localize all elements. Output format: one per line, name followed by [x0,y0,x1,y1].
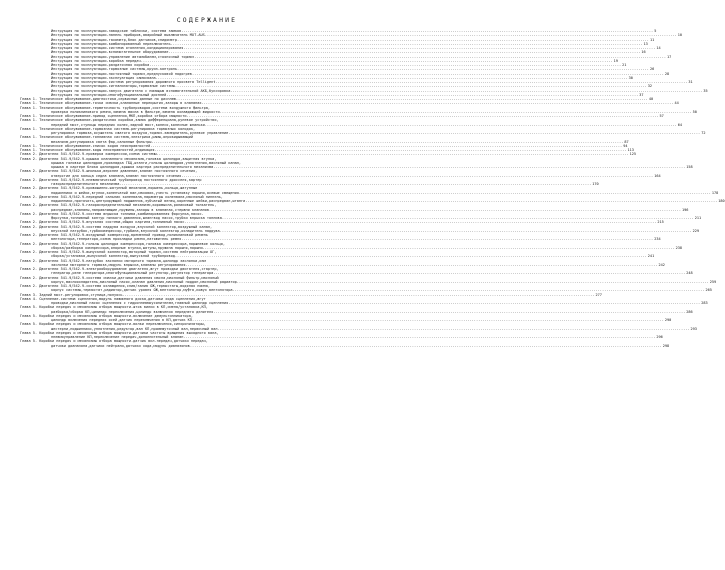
toc-leader-dots [239,191,711,195]
toc-page-number: 234 [654,237,661,242]
toc-page-number: 170 [592,182,599,186]
toc-entry-text: Глава 2. Двигатели 541.9/542.9-выпускной коллектор,моторный тормоз,система нейтрализации ОГ, [20,250,217,254]
toc-entry-text: Глава 1. Техническое обслуживание-точки смазки,клапанные перекрытия,зазоры в клапанах [20,101,202,106]
toc-page-number: 229 [692,228,700,233]
toc-entry-text: шестерни,подшипники,уплотнения,редуктор,вал КП,промежуточный вал,первичный вал [51,326,218,331]
toc-entry-text: Глава 1. Техническое обслуживание-раздаточная коробка,замок дифференциала,рулевое устройство, [20,118,219,123]
toc-entry-text: Глава 2. Двигатели 541.9/542.9-патрубок заслонки моторного тормоза,цилиндр заслонки,изм [20,258,206,263]
toc-page-number: 211 [694,216,702,220]
toc-page-number: 17 [667,54,672,59]
toc-entry-text: Глава 1. Техническое обслуживание-диагностика,сервисные данные по дисплею [20,97,176,101]
toc-page-number: 11 [649,37,655,42]
toc-entry-text: датчики диапазона,датчики нейтрали,датчики хода,модуль диапазонов [51,343,190,348]
toc-entry-text: Глава 1. Техническое обслуживание-коды неисправностей,индикация [20,148,155,152]
toc-page-number: 40 [648,97,654,101]
toc-entry-text: Глава 3. Задний мост-регулировки,ступица,полуось [20,292,123,297]
toc-entry-text: проводки,масляный насос сцепления с гидропневмоусилителем,главный цилиндр сцепления [51,301,229,305]
toc-entry-text: цилиндр включения передних осей,датчик переключения в КП,датчик КП [51,318,192,322]
toc-entry-text: Глава 5. Коробки передач и механизмы отбора мощности-датчик вкл.передач,датчики передач, [20,339,208,344]
toc-entry-text: Глава 2. Двигатели 541.9/542.9-система наддува воздуха,впускной коллектор,воздушный канал, [20,224,213,229]
toc-entry-text: Глава 2. Двигатели 541.9/542.9-крышка клапанного механизма,головка цилиндра,защитная втулка, [20,156,217,161]
toc-leader-dots [228,301,700,305]
toc-entry-text: Глава 5. Коробки передач и механизмы отбора мощности-шток вилки в КП,смена/установка,КП, [20,305,208,310]
toc-leader-dots [183,335,655,339]
toc-entry-text: форсунка,топливный контур низкого давления,шлангвод насос,трубки впрыска топлива [51,216,222,220]
toc-entry-text: Инструкция по эксплуатации-комбинированный переключатель [51,41,171,46]
toc-entry-text: Инструкция по эксплуатации-панель приборов,аварийный выключатель MOT-AUS [51,33,205,38]
toc-leader-dots [186,263,658,267]
toc-leader-dots [192,318,664,322]
toc-page-number: 277 [595,292,602,297]
toc-entry-text: крышка головки цилиндров,прокладка ГБЦ,штанги,гильзы цилиндров,уплотнения,масляный канал, [51,160,242,165]
toc-page-number: 10 [677,33,682,38]
toc-page-number: 215 [657,220,664,225]
toc-entry-text: пневмоуправление КП,переключение передач,дополнительный клапан [51,335,184,339]
toc-page-number: 21 [622,63,627,67]
toc-leader-dots [205,123,677,127]
toc-page-number: 94 [623,143,628,148]
toc-entry-text: заслонки моторного тормоза,модуль впрыска,клапаны регулирования [51,262,186,267]
toc-leader-dots [203,246,675,250]
toc-page-number: 113 [627,148,634,152]
toc-leader-dots [245,199,717,203]
toc-entry-text: подшипники,проточить,центрирующий подшипник,зубчатый венец,коренные шейки,распредвал,штанги [51,199,246,203]
toc-page-number: 265 [705,288,712,293]
toc-leader-dots [220,229,692,233]
toc-leader-dots [218,327,690,331]
toc-entry-text: Глава 2. Двигатели 541.9/542.9-система охлаждения,слив/залив ОЖ,термостаты,водяная помпа, [20,284,211,288]
toc-entry-text: Инструкция по эксплуатации-раздаточная коробка [51,63,150,67]
toc-page-number: 259 [709,279,717,284]
toc-entry-text: Инструкция по эксплуатации-постоянный тормоз,предпусковой подогрев [51,71,192,76]
toc-entry-text: подшипники и шейки,втулки,коленчатый вал,маховик,учесть установку поршня,осевые смещения [51,190,239,195]
toc-entry-text: корпус системы,термостат,радиатор,датчик уровня ОЖ,вентилятор,муфта,кожух вентилятора [51,288,233,293]
toc-page-number: 37 [639,92,644,97]
toc-entry-text: Глава 1. Техническое обслуживание-список кодов неисправностей [20,143,151,148]
toc-entry-text: Глава 2. Двигатели 541.9/542.9-пневматический трубопровод постоянного дросселя,картер [20,177,202,182]
toc-page-number: 242 [658,262,665,267]
toc-entry-text: Глава 2. Двигатели 541.9/542.9-кривошипно-шатунный механизм,поршень,кольца,шатунные [20,186,198,191]
toc-entry-text: Инструкция по эксплуатации-система отопления,кондиционирования [51,46,184,50]
toc-page-number: 26 [649,67,655,72]
toc-entry-text: Инструкция по эксплуатации-вспомогательное оборудование [51,50,169,55]
toc-leader-dots [175,254,647,258]
toc-page-number: 64 [677,122,682,127]
toc-entry-text: корпус,маслоохладитель,масляный насос,клапан давления,масляный поддон,масляный радиатор [51,279,237,284]
toc-entry-text: Глава 2. Двигатели 541.9/542.9-система впрыска топлива,комбинированная форсунка,насос- [20,211,204,216]
toc-leader-dots [228,131,700,135]
toc-page-number: 57 [659,114,664,118]
toc-entry-text: Глава 5. Коробки передач и механизмы отбора мощности-включение демультипликатора, [20,313,193,318]
toc-entry-text: отверстие для кольца седла клапана,клапан постоянного сечения [51,173,182,178]
toc-leader-dots [184,220,656,224]
toc-page-number: 180 [718,199,725,203]
toc-leader-dots [213,165,685,169]
toc-page-number: 164 [654,173,661,178]
toc-leader-dots [181,174,653,178]
toc-page-number: 31 [688,80,693,84]
toc-entry-text: Глава 2. Двигатели 541.9/542.9-воздушный компрессор,временной привод,поликлиновой ремень [20,233,208,237]
toc-entry-text: Глава 2. Двигатели 541.9/542.9-гильзы цилиндра компрессора,головка компрессора,поршневое кольцо, [20,241,225,246]
toc-entry-text: вентилятора,генератора,схема прокладки ремня,натяжитель ремня [51,237,182,242]
toc-entry-text: сборка/разборка компрессора,опорные втулки,шатуны,пружина поршня,поршни [51,245,203,250]
toc-entry-text: распредвал,клапаны,направляющие,пружины,зазоры в клапанах,стержни клапанов [51,207,210,212]
toc-leader-dots [202,101,674,105]
toc-page-number: 178 [711,190,719,195]
toc-entry-text: Глава 2. Двигатели 541.9/542.9-проверка компрессии,схема системы [20,152,157,157]
toc-entry-text: Глава 1. Техническое обслуживание-привод сцепления,МКП,коробка отбора мощности [20,114,187,118]
toc-page-number: 238 [675,245,682,250]
toc-entry-text: Инструкция по эксплуатации-управление автомобилем,стояночный тормоз [51,54,195,59]
toc-page-number: 32 [647,84,653,89]
table-of-contents [20,29,725,348]
toc-entry-text: Инструкция по эксплуатации-запуск двигателя с помощью вспомогательной АКБ,буксировка [51,88,231,93]
toc-entry-text: крышка в картере блока цилиндров,крышка картера распределительного механизма [51,165,214,169]
toc-entry-text: Инструкция по эксплуатации-эксплуатация самосвала [51,75,156,80]
toc-entry-text: генератор,реле генератора,многофункциональный регулятор,регулятор генератора [51,271,214,276]
toc-page-number: 241 [647,254,655,259]
toc-leader-dots [187,114,659,118]
toc-leader-dots [190,344,662,348]
page-title: СОДЕРЖАНИЕ [176,16,238,24]
toc-page-number: 72 [701,131,706,135]
toc-entry-text: впускной патрубок,турбокомпрессор,турбина,впускной коллектор,охладитель наддува [51,228,220,233]
toc-page-number: 14 [656,46,661,50]
toc-entry-text: Глава 1. Техническое обслуживание-тормозная система-регулировка тормозных колодок, [20,126,196,131]
toc-entry-text: сборка/установка,выпускной коллектор,выпускной трубопровод [51,254,175,259]
toc-entry-text: Глава 2. Двигатели 541.9/542.9-шпилька,верхнее давление,клапан постоянного сечения, [20,169,198,174]
toc-page-number: 19 [613,58,618,63]
toc-page-number: 293 [690,326,697,331]
toc-leader-dots [213,310,685,314]
toc-leader-dots [181,237,653,241]
toc-entry-text: Глава 1. Техническое обслуживание-герметичность трубопроводов,система воздушного фильтра, [20,105,211,110]
toc-entry-text: Глава 5. Коробки передач и механизмы отбора мощности-датчики частоты вращения выходного вала, [20,330,219,335]
toc-entry-text: проверка поликлинового ремня,замена масла в фильтре,замена охлаждающей жидкости [51,109,220,114]
toc-entry-text: Инструкция по эксплуатации-система регулирования дорожного просвета Telligent [51,80,216,84]
toc-entry-text: Глава 1. Техническое обслуживание-топливная система,электрика,рамы,опрокидывающий [20,135,193,140]
toc-page-number: 13 [643,41,648,46]
toc-entry-text: Инструкция по эксплуатации-тахометр,блок датчиков,спидометр [51,37,177,42]
toc-page-number: 16 [641,50,646,55]
toc-page-number: 196 [681,207,689,212]
toc-entry-text: регулировка тормоза,осушитель сжатого воздуха,тормоз-замедлитель,рулевое управление [51,131,229,135]
toc-entry-text: Глава 4. Сцепление-система сцепления,модуль нажимного диска,датчики хода сцепления,жгут [20,296,206,301]
toc-entry-text: Глава 2. Двигатели 541.9/542.9-система смазки,датчики давления масла,масляный фильтр,масляный [20,275,219,280]
toc-page-number: 298 [662,343,670,348]
toc-entry-text: Глава 2. Двигатели 541.9/542.9-газораспределительный механизм,коромысла,роликовый толкатель, [20,203,217,208]
toc-entry-text: Глава 5. Коробки передач и механизмы отбора мощности-вилки переключения,синхронизаторы, [20,322,206,327]
toc-page-number: 44 [674,101,679,106]
toc-entry-text: механизм,регулировка света фар,салонные фильтры [51,139,152,144]
toc-entry-text: Инструкция по эксплуатации-сигнализаторы,тормозные системы [51,84,175,89]
toc-entry-text: Глава 2. Двигатели 541.9/542.9-электрооборудование двигателя,жгут проводки двигателя,стартер, [20,267,219,271]
toc-page-number: 125 [629,152,637,157]
toc-entry-text: Инструкция по эксплуатации-заводские таблички, система замков [51,29,182,33]
toc-entry-continuation [20,343,670,348]
toc-entry-text: Инструкция по эксплуатации-тормозные системы,круиз-контроль [51,67,177,72]
toc-leader-dots [213,271,685,275]
toc-leader-dots [157,152,629,156]
toc-page-number: 50 [692,109,697,114]
toc-page-number: 283 [701,301,708,305]
toc-page-number: 286 [686,309,693,314]
toc-leader-dots [237,280,709,284]
toc-entry-text: Глава 2. Двигатели 541.9/542.9-впускная система,общая картина,топливный насос [20,220,185,225]
toc-page-number: 30 [628,75,633,80]
toc-entry-text: передний мост,ступицы передних колес,задний мост,колесо,колесные шпильки [51,122,205,127]
toc-entry-text: газораспределительного механизма [51,182,120,186]
toc-page-number: 87 [624,139,629,144]
toc-entry-text: Глава 2. Двигатели 541.9/542.9-передний сальник коленвала,параметры коленвала,масляный ниппель, [20,194,223,199]
toc-page-number: 296 [656,335,663,339]
toc-page-number: 35 [703,88,708,93]
toc-entry-text: Инструкция по эксплуатации-многофункциональный дисплей [51,92,167,97]
toc-page-number: 290 [664,318,672,322]
toc-page-number: 5 [654,29,657,33]
toc-page-number: 248 [686,271,693,276]
toc-page-number: 158 [686,165,693,169]
toc-page-number: 28 [664,71,670,76]
toc-leader-dots [209,208,681,212]
toc-entry-text: Инструкция по эксплуатации-коробка передач [51,58,141,63]
toc-entry-text: разборка/сборка КП,цилиндр переключения,цилиндр включения переднего делителя [51,309,214,314]
